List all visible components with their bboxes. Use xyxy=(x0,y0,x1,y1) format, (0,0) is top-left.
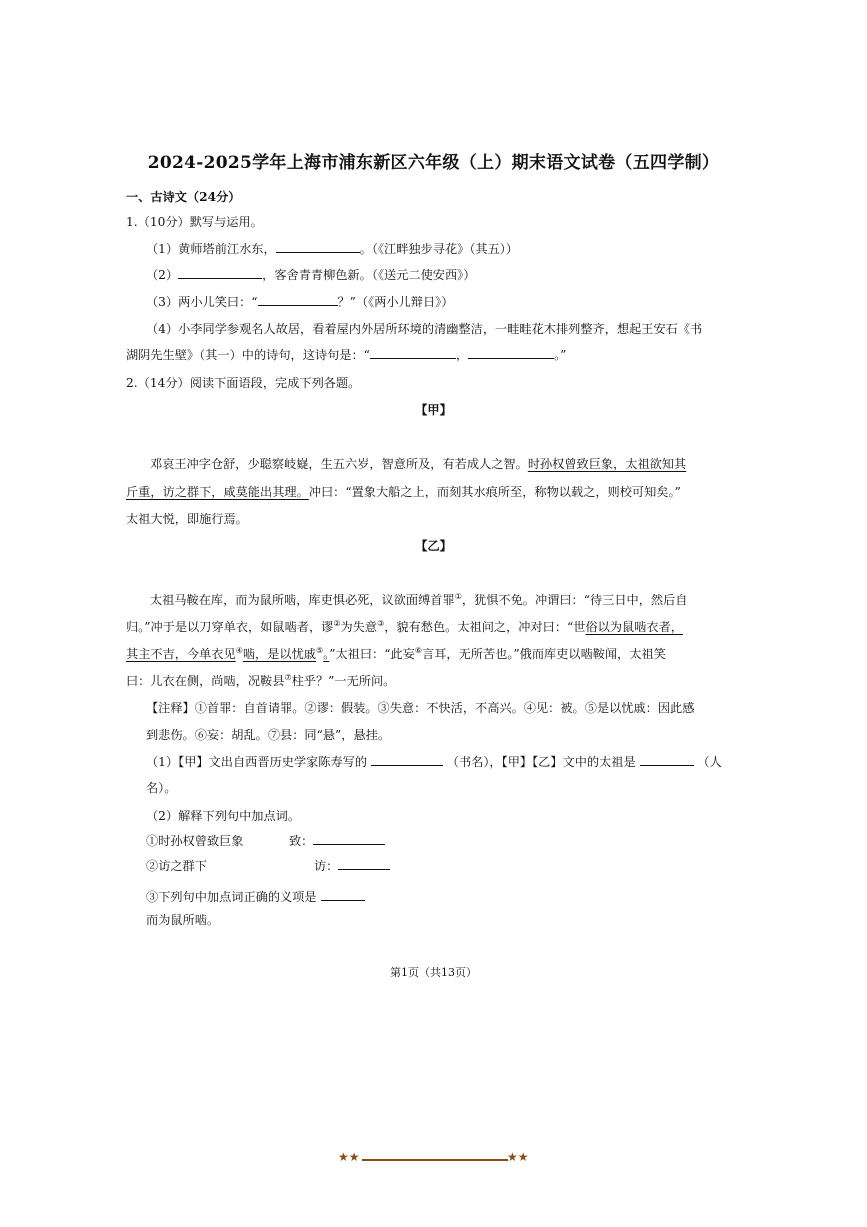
yi-text: ”太祖曰：“此妄 xyxy=(329,647,415,661)
answer-label: 致： xyxy=(289,834,314,848)
exam-title: 2024-2025学年上海市浦东新区六年级（上）期末语文试卷（五四学制） xyxy=(147,153,720,173)
jia-text: 冲曰：“置象大船之上，而刻其水痕所至，称物以载之，则校可知矣。” xyxy=(308,485,681,499)
notes-line2: 到悲伤。⑥妄：胡乱。⑦县：同“悬”，悬挂。 xyxy=(146,728,391,742)
passage-yi-line3 xyxy=(126,641,666,667)
answer-blank[interactable] xyxy=(276,238,360,253)
yi-underlined: 俗以为鼠啮衣者， xyxy=(585,620,683,634)
yi-text: 为失意 xyxy=(340,620,378,634)
subq1-text: （1）【甲】文出自西晋历史学家陈寿写的 xyxy=(146,755,368,769)
q1-item-3-source: ？”（《两小儿辩日》） xyxy=(337,295,454,309)
yi-text: ，犹惧不免。冲谓曰：“待三日中，然后自 xyxy=(461,593,688,607)
answer-blank[interactable] xyxy=(370,344,456,359)
passage-yi-line1 xyxy=(150,587,687,613)
note-marker: ⑥ xyxy=(414,645,423,655)
yi-text: ，貌有愁色。太祖问之，冲对曰：“世 xyxy=(384,620,586,634)
jia-text: 邓哀王冲字仓舒，少聪察岐嶷，生五六岁，智意所及，有若成人之智。 xyxy=(150,457,528,471)
note-marker: ④ xyxy=(235,645,243,655)
yi-underlined: 其主不吉，今单衣见 xyxy=(126,647,236,661)
yi-text: 归。”冲于是以刀穿单衣，如鼠啮者，谬 xyxy=(126,620,334,634)
subq1-text: （书名），【甲】【乙】文中的太祖是 xyxy=(446,755,636,769)
passage-yi-line2 xyxy=(126,614,683,640)
answer-blank[interactable] xyxy=(640,751,694,766)
note-marker: ① xyxy=(454,591,462,601)
item-text: 而 xyxy=(146,913,159,927)
subq1-line2: 名）。 xyxy=(146,781,177,795)
subq2-item1-answer xyxy=(289,828,385,854)
q1-item-2 xyxy=(146,262,475,288)
q1-item-1 xyxy=(146,236,518,262)
item-text: ①时孙权曾 xyxy=(146,834,207,848)
item-text: 巨象 xyxy=(219,834,244,848)
subq2-item1 xyxy=(146,828,244,854)
passage-yi-line4 xyxy=(126,668,395,694)
passage-jia-line3: 太祖大悦，即施行焉。 xyxy=(126,512,248,526)
yi-text: 言耳，无所苦也。”俄而库吏以啮鞍闻，太祖笑 xyxy=(422,647,666,661)
subq1-text: （人 xyxy=(697,755,722,769)
passage-yi-label: 【乙】 xyxy=(415,539,452,553)
closing-quote: 。” xyxy=(554,348,567,362)
jia-underlined: 斤重，访之群下，咸莫能出其理。 xyxy=(126,485,309,499)
passage-jia-line2 xyxy=(126,479,681,505)
answer-blank[interactable] xyxy=(313,830,385,845)
yi-text: 太祖马鞍在库，而为鼠所啮，库吏惧必死，议欲面缚首罪 xyxy=(150,593,455,607)
q1-item-4-line2 xyxy=(126,342,566,368)
star-icon: ★★ xyxy=(338,1150,360,1164)
q1-heading: 1.（10分）默写与运用。 xyxy=(126,215,263,229)
yi-text: 曰：儿衣在侧，尚啮，况鞍县 xyxy=(126,674,285,688)
dotted-word: 为 xyxy=(158,913,171,927)
q1-item-1-source: 。（《江畔独步寻花》（其五）） xyxy=(359,242,519,256)
star-icon: ★★ xyxy=(507,1150,529,1164)
q1-item-3 xyxy=(146,289,453,315)
item-text: 鼠所啮。 xyxy=(170,913,220,927)
subq2-heading: （2）解释下列句中加点词。 xyxy=(146,809,301,823)
yi-underlined: 啮，是以忧戚 xyxy=(242,647,316,661)
yi-text: 柱乎？”一无所问。 xyxy=(291,674,396,688)
note-marker: ③ xyxy=(377,618,385,628)
note-marker: ⑦ xyxy=(284,672,292,682)
subq2-item2 xyxy=(146,853,207,879)
comma: ， xyxy=(455,348,469,362)
note-marker: ② xyxy=(333,618,341,628)
answer-blank[interactable] xyxy=(321,886,365,901)
passage-jia-label: 【甲】 xyxy=(415,403,452,417)
jia-underlined: 时孙权曾致巨象，太祖欲知其 xyxy=(527,457,687,471)
answer-blank[interactable] xyxy=(258,291,338,306)
q1-item-3-text: （3）两小儿笑曰：“ xyxy=(146,295,258,309)
q1-item-4-line1: （4）小李同学参观名人故居，看着屋内外居所环境的清幽整洁，一畦畦花木排列整齐，想起王安石《书 xyxy=(146,322,703,336)
dotted-word: 访 xyxy=(158,859,171,873)
item-text: 之群下 xyxy=(170,859,207,873)
answer-blank[interactable] xyxy=(338,855,390,870)
q1-item-2-text: ，客舍青青柳色新。（《送元二使安西》） xyxy=(262,268,476,282)
yi-underlined: 。 xyxy=(323,647,330,661)
answer-label: 访： xyxy=(314,859,339,873)
subq2-item2-answer xyxy=(314,853,390,879)
footer-divider xyxy=(362,1159,508,1161)
subq1-line1 xyxy=(146,749,722,775)
notes-line1: 【注释】①首罪：自首请罪。②谬：假装。③失意：不快活，不高兴。④见：被。⑤是以忧戚：因此感 xyxy=(146,701,695,715)
section-heading: 一、古诗文（24分） xyxy=(126,190,241,204)
note-marker: ⑤ xyxy=(315,645,324,655)
q1-item-2-num: （2） xyxy=(146,268,179,282)
dotted-word: 致 xyxy=(206,834,220,848)
passage-jia-line1 xyxy=(150,451,686,477)
answer-blank[interactable] xyxy=(178,264,262,279)
page-number: 第1页（共13页） xyxy=(390,966,477,979)
subq3-item1 xyxy=(146,907,219,933)
subq3-text: ③下列句中加点词正确的义项是 xyxy=(146,890,317,904)
q2-heading: 2.（14分）阅读下面语段，完成下列各题。 xyxy=(126,376,361,390)
answer-blank[interactable] xyxy=(468,344,554,359)
item-text: ② xyxy=(146,859,159,873)
q1-item-4-text: 湖阴先生壁》（其一）中的诗句，这诗句是：“ xyxy=(126,348,370,362)
q1-item-1-text: （1）黄师塔前江水东， xyxy=(146,242,276,256)
answer-blank[interactable] xyxy=(371,751,443,766)
